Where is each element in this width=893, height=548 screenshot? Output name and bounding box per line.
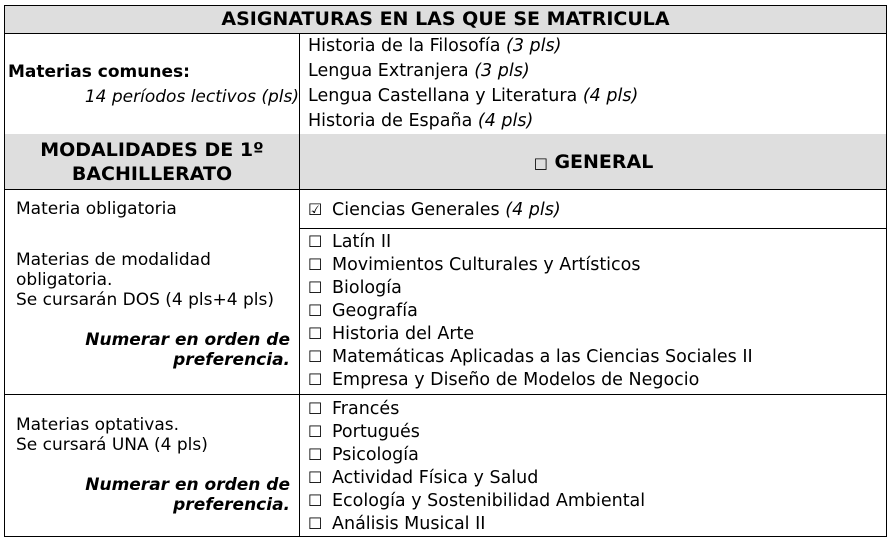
obligatoria-row	[308, 199, 561, 222]
modalidades-label	[4, 138, 300, 186]
subject-credits: (3 pls)	[474, 61, 530, 81]
divider	[886, 5, 887, 537]
option-label: Empresa y Diseño de Modelos de Negocio	[332, 370, 700, 390]
modalidades-label-line1: MODALIDADES DE 1º	[40, 139, 264, 161]
subject-credits: (4 pls)	[505, 200, 561, 220]
divider	[4, 5, 887, 6]
option-label: Ecología y Sostenibilidad Ambiental	[332, 491, 646, 511]
list-item[interactable]	[308, 444, 419, 467]
enrollment-form	[4, 5, 887, 537]
divider	[4, 5, 5, 537]
checkbox[interactable]: ☑	[308, 200, 323, 219]
list-item[interactable]	[308, 231, 391, 254]
checkbox[interactable]: ☐	[308, 445, 323, 464]
checkbox[interactable]: ☐	[308, 278, 323, 297]
divider	[4, 394, 887, 395]
list-item[interactable]	[308, 300, 418, 323]
list-item[interactable]	[308, 398, 399, 421]
option-label: Actividad Física y Salud	[332, 468, 539, 488]
divider	[4, 33, 887, 34]
list-item[interactable]	[308, 467, 538, 490]
list-item[interactable]	[308, 369, 699, 392]
option-label: Francés	[332, 399, 400, 419]
option-label: Portugués	[332, 422, 420, 442]
modalidades-label-line2: BACHILLERATO	[71, 163, 233, 185]
list-item[interactable]	[308, 421, 420, 444]
checkbox[interactable]: ☐	[308, 422, 323, 441]
list-item[interactable]	[308, 277, 402, 300]
option-label: Latín II	[332, 232, 392, 252]
option-label: Análisis Musical II	[332, 514, 486, 534]
modalidad-order-line2: preferencia.	[173, 350, 290, 370]
general-option[interactable]	[300, 150, 887, 175]
checkbox[interactable]: ☐	[308, 324, 323, 343]
option-label: Movimientos Culturales y Artísticos	[332, 255, 641, 275]
option-label: Matemáticas Aplicadas a las Ciencias Sociales II	[332, 347, 753, 367]
option-label: Psicología	[332, 445, 419, 465]
checkbox[interactable]: ☐	[308, 399, 323, 418]
option-label: Biología	[332, 278, 402, 298]
checkbox[interactable]: ☐	[308, 255, 323, 274]
checkbox[interactable]: ☐	[308, 347, 323, 366]
subject-name: Historia de España	[308, 111, 473, 131]
subject-name: Ciencias Generales	[332, 200, 500, 220]
common-sublabel: 14 períodos lectivos (pls)	[84, 87, 299, 107]
optativas-order-line1: Numerar en orden de	[85, 475, 290, 495]
modalidad-label-line1: Materias de modalidad	[16, 250, 211, 270]
subject-credits: (4 pls)	[582, 86, 639, 106]
list-item[interactable]	[308, 490, 645, 513]
list-item[interactable]	[308, 346, 753, 369]
checkbox[interactable]: ☐	[308, 301, 323, 320]
checkbox[interactable]: ☐	[308, 370, 323, 389]
modalidad-label-line2: obligatoria.	[16, 270, 113, 290]
optativas-order-line2: preferencia.	[173, 495, 290, 515]
list-item	[308, 85, 638, 108]
subject-name: Lengua Castellana y Literatura	[308, 86, 578, 106]
divider	[299, 33, 300, 536]
general-label: GENERAL	[554, 151, 654, 173]
obligatoria-label: Materia obligatoria	[16, 199, 177, 219]
form-title: ASIGNATURAS EN LAS QUE SE MATRICULA	[221, 8, 670, 30]
divider	[4, 189, 887, 190]
list-item[interactable]	[308, 254, 641, 277]
common-label: Materias comunes:	[8, 62, 190, 82]
optativas-label-line2: Se cursará UNA (4 pls)	[16, 435, 208, 455]
list-item	[308, 35, 561, 58]
subject-credits: (4 pls)	[477, 111, 534, 131]
subject-name: Lengua Extranjera	[308, 61, 469, 81]
list-item	[308, 110, 533, 133]
checkbox[interactable]: ☐	[308, 514, 323, 533]
modalidad-order-line1: Numerar en orden de	[85, 330, 290, 350]
checkbox[interactable]: ☐	[308, 468, 323, 487]
divider	[300, 228, 887, 229]
general-checkbox[interactable]: □	[533, 154, 548, 172]
option-label: Historia del Arte	[332, 324, 475, 344]
divider	[4, 536, 887, 537]
list-item	[308, 60, 530, 83]
checkbox[interactable]: ☐	[308, 491, 323, 510]
modalidad-label-line3: Se cursarán DOS (4 pls+4 pls)	[16, 290, 274, 310]
subject-credits: (3 pls)	[506, 36, 562, 56]
subject-name: Historia de la Filosofía	[308, 36, 501, 56]
optativas-label-line1: Materias optativas.	[16, 415, 180, 435]
list-item[interactable]	[308, 513, 485, 536]
option-label: Geografía	[332, 301, 418, 321]
checkbox[interactable]: ☐	[308, 232, 323, 251]
list-item[interactable]	[308, 323, 474, 346]
